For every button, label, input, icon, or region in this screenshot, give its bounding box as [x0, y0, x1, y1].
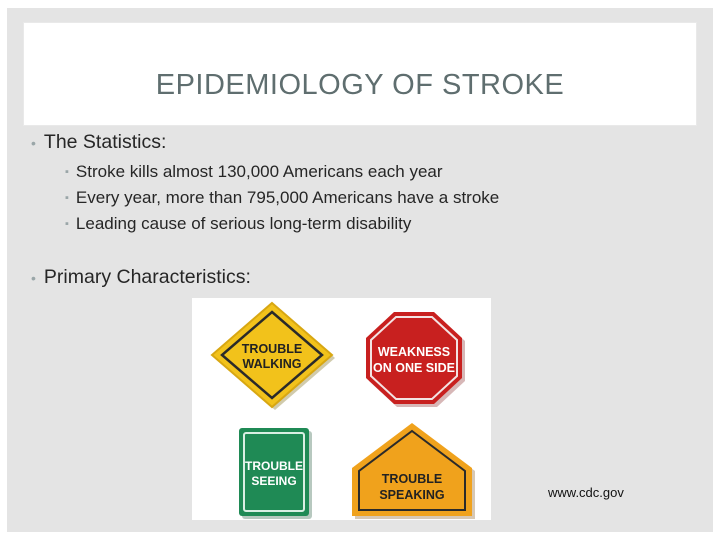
bullet-statistics	[31, 131, 166, 154]
slide	[7, 8, 713, 532]
title-box	[23, 22, 697, 126]
statistics-item-text: Leading cause of serious long-term disability	[75, 214, 412, 233]
statistics-item-text: Every year, more than 795,000 Americans have a stroke	[75, 188, 500, 207]
statistics-item	[65, 214, 411, 234]
sign-text: TROUBLE	[245, 459, 303, 473]
slide-title: EPIDEMIOLOGY OF STROKE	[155, 69, 565, 101]
bullet-dot-icon: •	[31, 269, 36, 286]
sign-text: SPEAKING	[379, 488, 445, 502]
sign-text: TROUBLE	[241, 342, 303, 356]
weakness-one-side-sign	[366, 312, 465, 407]
sign-text: TROUBLE	[381, 472, 443, 486]
source-citation: www.cdc.gov	[548, 485, 624, 500]
trouble-seeing-sign	[239, 428, 312, 519]
warning-signs-illustration	[192, 298, 491, 520]
sign-text: WEAKNESS	[377, 345, 451, 359]
bullet-characteristics	[31, 266, 251, 289]
statistics-item	[65, 162, 443, 182]
sign-text: WALKING	[242, 357, 302, 371]
sign-text: SEEING	[251, 474, 297, 488]
trouble-speaking-sign	[352, 423, 475, 519]
characteristics-heading: Primary Characteristics:	[43, 266, 251, 288]
square-bullet-icon: ▪	[65, 166, 69, 178]
square-bullet-icon: ▪	[65, 192, 69, 204]
statistics-item-text: Stroke kills almost 130,000 Americans each year	[75, 162, 443, 181]
bullet-dot-icon: •	[31, 134, 36, 151]
statistics-item	[65, 188, 499, 208]
statistics-heading: The Statistics:	[43, 131, 167, 153]
warning-signs-image	[192, 298, 491, 520]
square-bullet-icon: ▪	[65, 218, 69, 230]
trouble-walking-sign	[212, 303, 335, 410]
sign-text: ON ONE SIDE	[373, 361, 455, 375]
